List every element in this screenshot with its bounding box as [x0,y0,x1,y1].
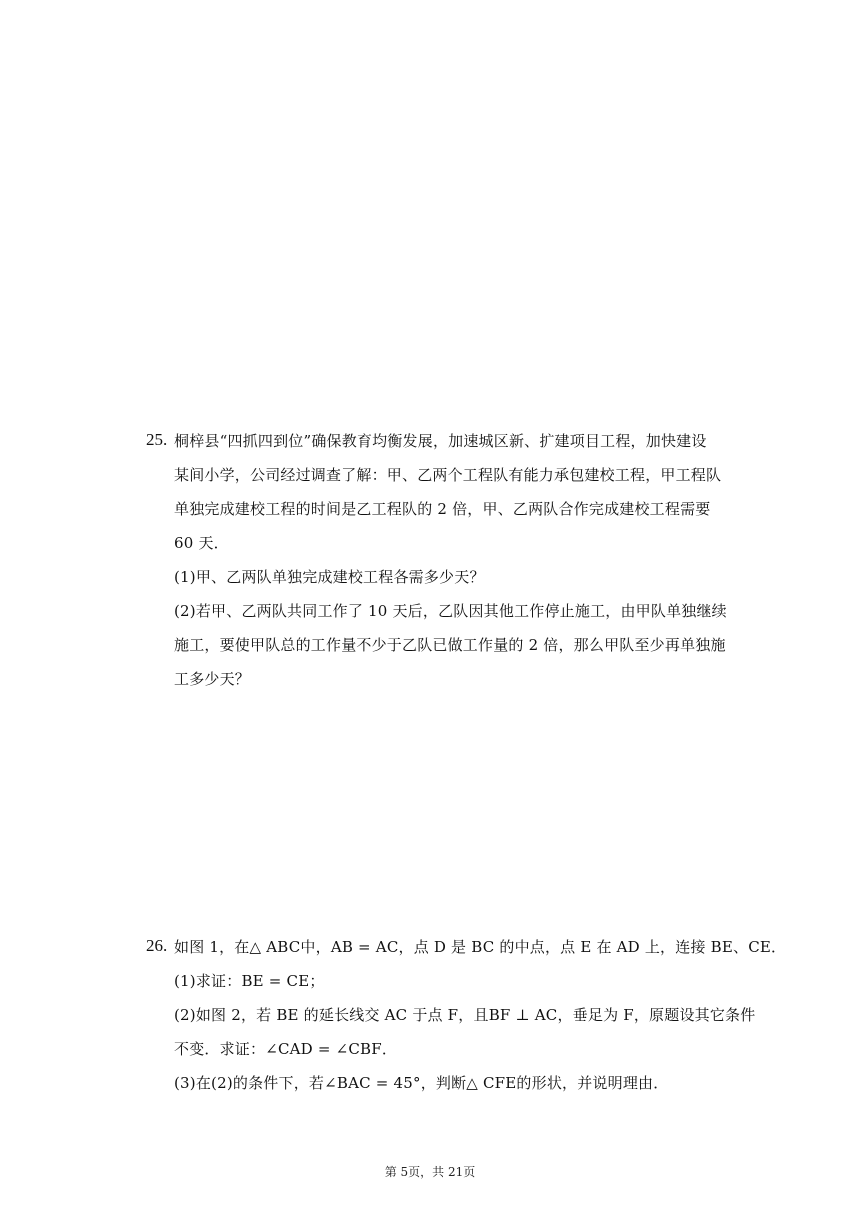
sub-question-1: (1)求证：BE = CE； [174,972,325,990]
sub-question-1: (1)甲、乙两队单独完成建校工程各需多少天？ [174,568,485,586]
page-footer: 第 5页，共 21页 [384,1165,476,1179]
question-line: 如图 1，在△ ABC中，AB = AC，点 D 是 BC 的中点，点 E 在 AD 上，连接 BE、CE． [174,938,787,956]
sub-question-2: (2)若甲、乙两队共同工作了 10 天后，乙队因其他工作停止施工，由甲队单独继续 [174,602,727,620]
question-line: 某间小学，公司经过调查了解：甲、乙两个工程队有能力承包建校工程，甲工程队 [174,466,722,484]
question-number: 25. [146,430,168,449]
question-line: 不变．求证：∠CAD = ∠CBF． [174,1040,398,1058]
question-line: 桐梓县“四抓四到位”确保教育均衡发展，加速城区新、扩建项目工程，加快建设 [174,432,707,450]
question-line: 单独完成建校工程的时间是乙工程队的 2 倍，甲、乙两队合作完成建校工程需要 [174,500,711,518]
question-number: 26. [146,936,168,955]
sub-question-2: (2)如图 2，若 BE 的延长线交 AC 于点 F，且BF ⊥ AC，垂足为 F，原题设其它条件 [174,1006,756,1024]
question-line: 60 天． [174,534,229,552]
question-line: 工多少天？ [174,670,251,688]
sub-question-3: (3)在(2)的条件下，若∠BAC = 45°，判断△ CFE的形状，并说明理由． [174,1074,669,1092]
question-line: 施工，要使甲队总的工作量不少于乙队已做工作量的 2 倍，那么甲队至少再单独施 [174,636,726,654]
